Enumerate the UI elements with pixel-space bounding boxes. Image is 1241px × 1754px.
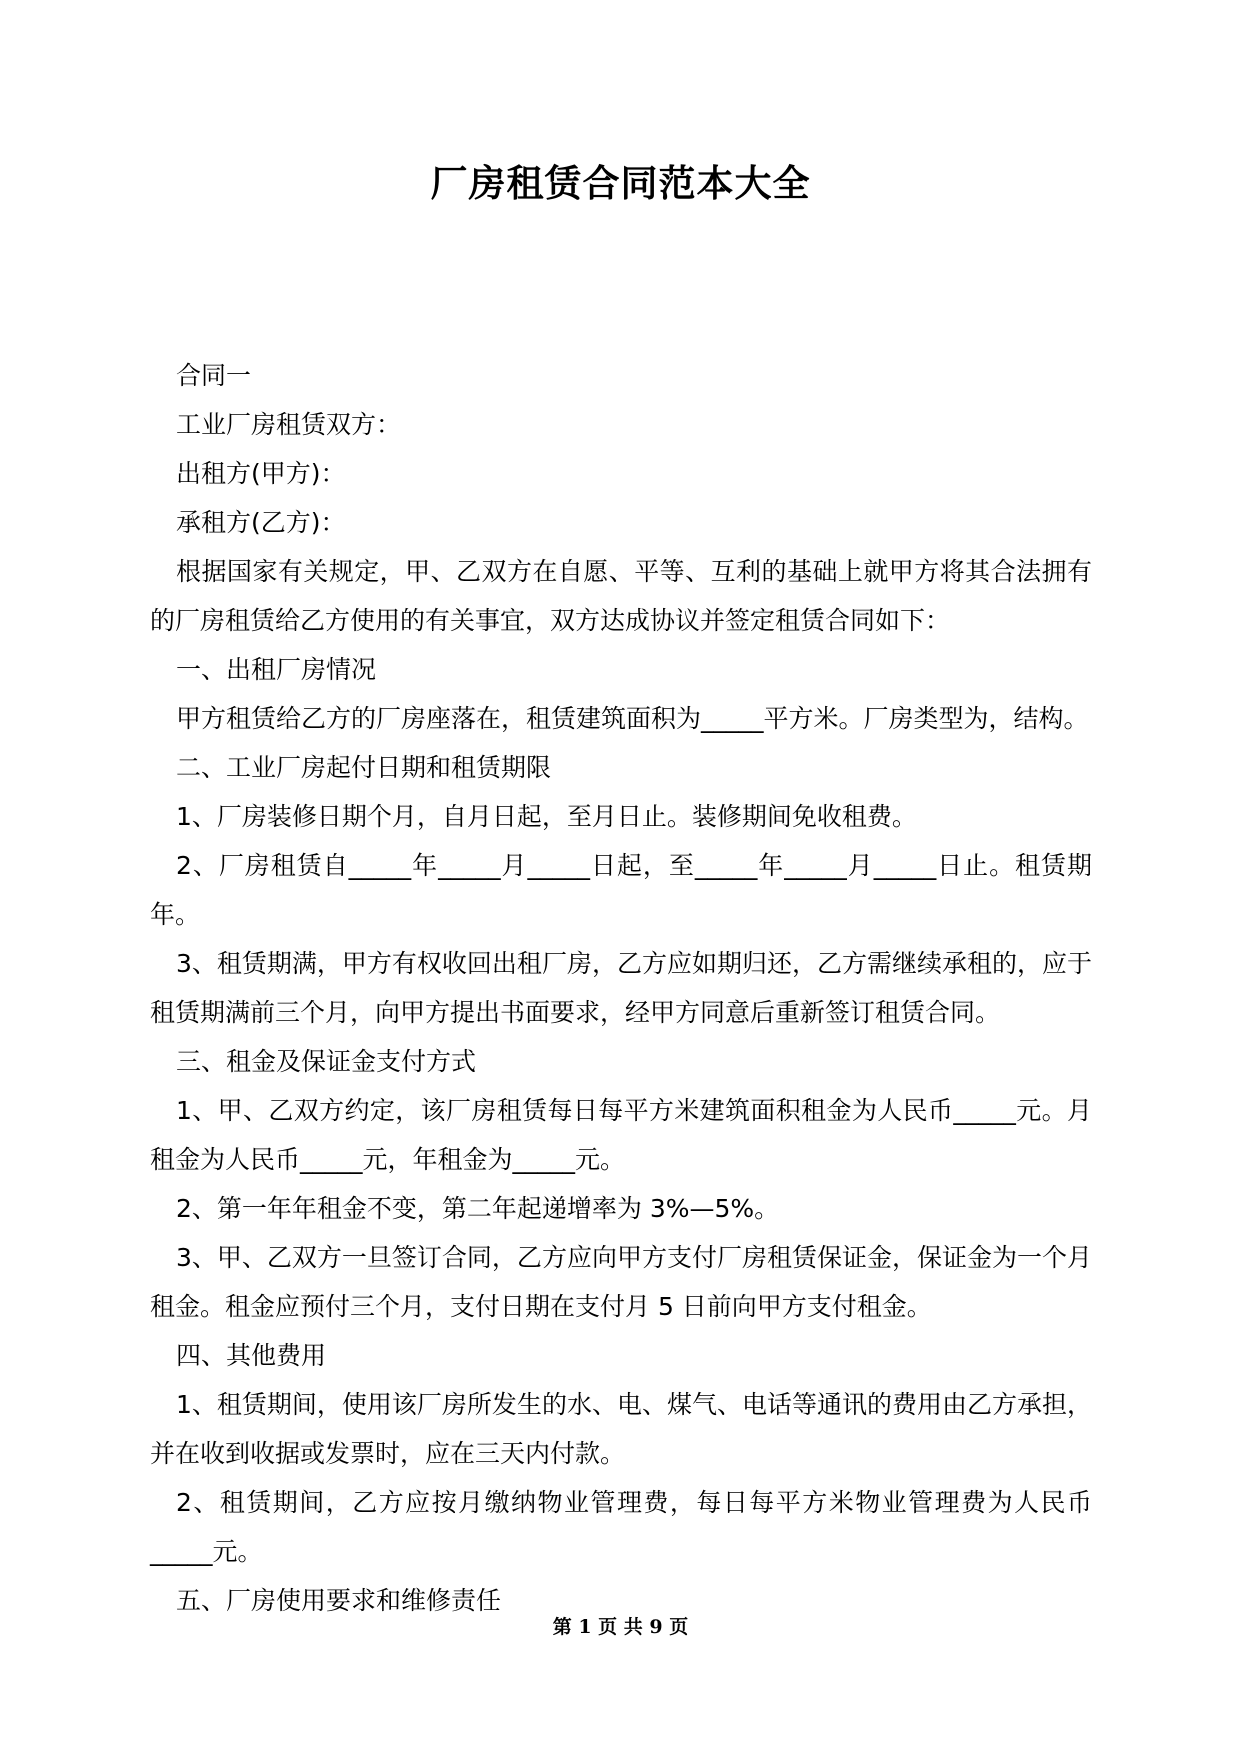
lessor-line: 出租方(甲方)： xyxy=(176,459,346,488)
section-heading-2: 二、工业厂房起付日期和租赁期限 xyxy=(176,753,552,782)
clause-paragraph: 1、甲、乙双方约定，该厂房租赁每日每平方米建筑面积租金为人民币_____元。月租金为人民币_____元，年租金为_____元。 xyxy=(150,1096,1092,1174)
clause-paragraph: 甲方租赁给乙方的厂房座落在，租赁建筑面积为_____平方米。厂房类型为，结构。 xyxy=(176,704,1089,733)
page-footer: 第 1 页 共 9 页 xyxy=(552,1616,689,1638)
preamble-paragraph: 根据国家有关规定，甲、乙双方在自愿、平等、互利的基础上就甲方将其合法拥有的厂房租赁给乙方使用的有关事宜，双方达成协议并签定租赁合同如下： xyxy=(150,557,1092,635)
clause-paragraph: 2、厂房租赁自_____年_____月_____日起，至_____年_____月_____日止。租赁期年。 xyxy=(150,851,1092,929)
clause-paragraph: 3、甲、乙双方一旦签订合同，乙方应向甲方支付厂房租赁保证金，保证金为一个月租金。租金应预付三个月，支付日期在支付月 5 日前向甲方支付租金。 xyxy=(150,1243,1092,1321)
document-body xyxy=(150,351,1092,1625)
section-heading-contract-one: 合同一 xyxy=(176,361,252,390)
section-heading-5: 五、厂房使用要求和维修责任 xyxy=(176,1586,502,1615)
clause-paragraph: 3、租赁期满，甲方有权收回出租厂房，乙方应如期归还，乙方需继续承租的，应于租赁期满前三个月，向甲方提出书面要求，经甲方同意后重新签订租赁合同。 xyxy=(150,949,1092,1027)
clause-paragraph: 2、第一年年租金不变，第二年起递增率为 3%—5%。 xyxy=(176,1194,780,1223)
section-heading-3: 三、租金及保证金支付方式 xyxy=(176,1047,477,1076)
lessee-line: 承租方(乙方)： xyxy=(176,508,346,537)
section-heading-4: 四、其他费用 xyxy=(176,1341,327,1370)
clause-paragraph: 2、租赁期间，乙方应按月缴纳物业管理费，每日每平方米物业管理费为人民币_____元。 xyxy=(150,1488,1092,1566)
parties-heading: 工业厂房租赁双方： xyxy=(176,410,402,439)
clause-paragraph: 1、厂房装修日期个月，自月日起，至月日止。装修期间免收租费。 xyxy=(176,802,917,831)
document-title: 厂房租赁合同范本大全 xyxy=(430,162,811,205)
section-heading-1: 一、出租厂房情况 xyxy=(176,655,377,684)
clause-paragraph: 1、租赁期间，使用该厂房所发生的水、电、煤气、电话等通讯的费用由乙方承担，并在收到收据或发票时，应在三天内付款。 xyxy=(150,1390,1092,1468)
